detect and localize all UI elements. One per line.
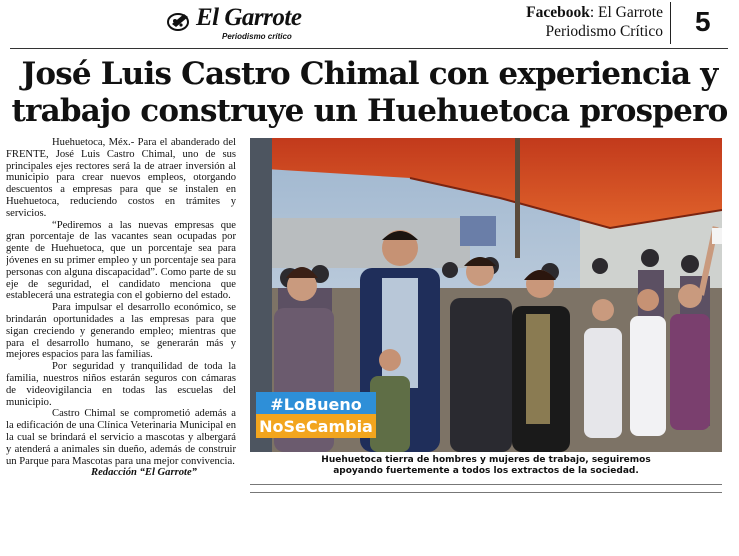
header-divider — [670, 2, 671, 44]
masthead — [0, 0, 739, 48]
campaign-photo — [250, 138, 722, 452]
headline-line-2: trabajo construye un Huehuetoca prospero — [11, 93, 728, 129]
banner-hashtag-line2: NoSeCambia — [259, 417, 373, 436]
logo-slogan: Periodismo crítico — [222, 32, 292, 41]
caption-line-1: Huehuetoca tierra de hombres y mujeres de trabajo, seguiremos — [321, 455, 651, 465]
facebook-page-subtitle: Periodismo Crítico — [545, 23, 663, 40]
article-headline — [6, 56, 733, 130]
facebook-label: Facebook — [526, 4, 590, 21]
el-garrote-logo[interactable] — [166, 4, 326, 44]
article-paragraph: Castro Chimal se comprometió además a la edificación de una Clínica Veterinaria Municipal en la cual se brindará el servicio a mascotas y albergará y atenderá a animales sin dueño, además de construir un Parque para Mascotas para una mejor convivencia. — [6, 408, 236, 467]
facebook-page-name: : El Garrote — [589, 4, 663, 21]
headline-line-1: José Luis Castro Chimal con experiencia y — [21, 56, 718, 92]
campaign-banner — [256, 392, 376, 438]
caption-rule-bottom — [250, 492, 722, 493]
caption-line-2: apoyando fuertemente a todos los extractos de la sociedad. — [333, 466, 639, 476]
logo-name: El Garrote — [196, 4, 302, 31]
article-signature: Redacción “El Garrote” — [91, 467, 197, 479]
header-rule — [10, 48, 728, 49]
article-paragraph: Por seguridad y tranquilidad de toda la familia, nuestros niños estarán seguros con cámaras de videovigilancia en todas las escuelas del municipio. — [6, 361, 236, 408]
club-logo-icon — [166, 8, 196, 32]
page-number: 5 — [695, 6, 711, 37]
article-paragraph: “Pediremos a las nuevas empresas que gran porcentaje de las vacantes sean ocupadas por gente de Huehuetoca, que un porcentaje sea para jóvenes en su primer empleo y un porcentaje sea para personas con alguna discapacidad”. Como parte de su eje de seguridad, el candidato menciona que establecerá una estrategia con el gobierno del estado. — [6, 219, 236, 302]
article-paragraph: Huehuetoca, Méx.- Para el abanderado del FRENTE, José Luis Castro Chimal, uno de sus principales ejes rectores será la de atraer inversión al municipio para crear nuevos empleos, otorgando descuentos a empresas para que se instalen en Huehuetoca, reduciendo costos en trámites y servicios. — [6, 137, 236, 219]
article-paragraph: Para impulsar el desarrollo económico, se brindarán oportunidades a las empresas para que sigan creciendo y generando empleo; mientras que para el desarrollo humano, se generarán más y mejores espacios para las familias. — [6, 302, 236, 361]
facebook-credit — [526, 3, 663, 41]
article-body — [6, 137, 236, 556]
photo-caption — [250, 455, 722, 477]
caption-rule-top — [250, 484, 722, 485]
banner-hashtag-line1: #LoBueno — [270, 395, 362, 414]
campaign-photo-illustration — [250, 138, 722, 452]
